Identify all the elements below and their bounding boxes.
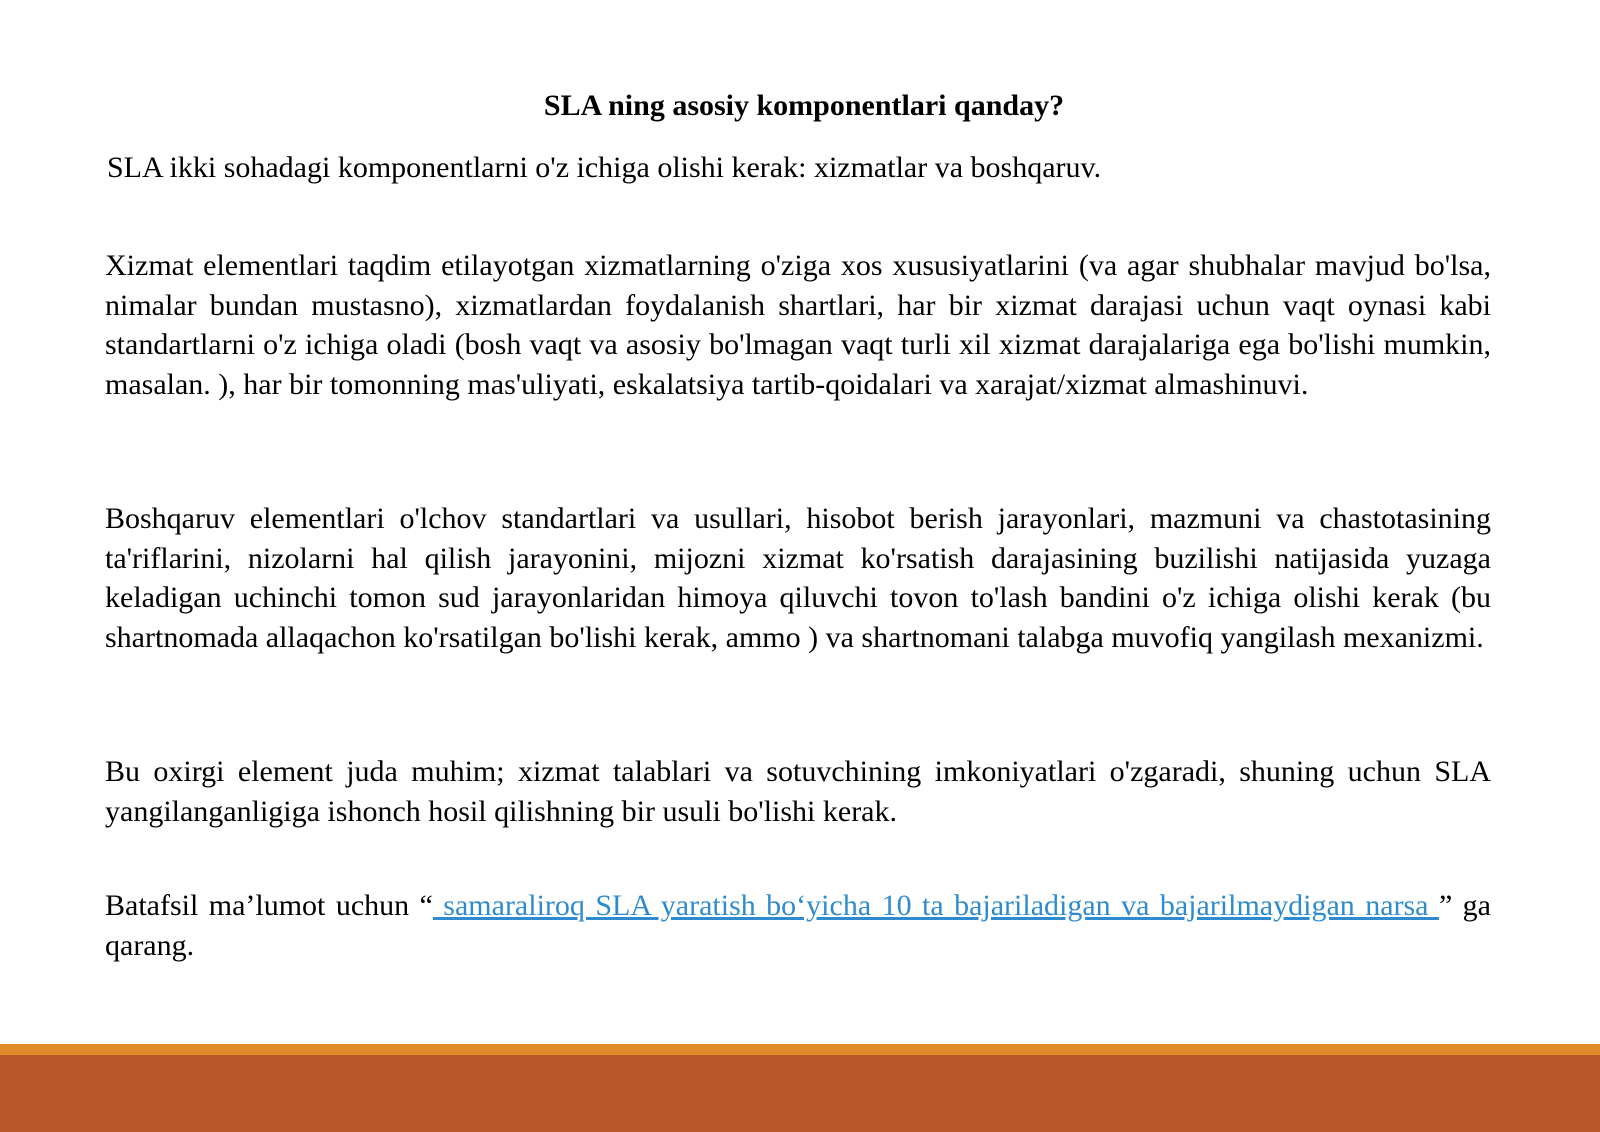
management-elements-paragraph: Boshqaruv elementlari o'lchov standartlari va usullari, hisobot berish jarayonlari, mazmuni va chastotasining ta'riflarini, nizolarni hal qilish jarayonini, mijozni xizmat ko'rsatish darajasining buzilishi natijasida yuzaga keladigan uchinchi tomon sud jarayonlaridan himoya qiluvchi tovon to'lash bandini o'z ichiga olishi kerak (bu shartnomada allaqachon ko'rsatilgan bo'lishi kerak, ammo ) va shartnomani talabga muvofiq yangilash mexanizmi. bbox=[105, 502, 1491, 654]
sla-guide-link[interactable]: samaraliroq SLA yaratish bo‘yicha 10 ta bajariladigan va bajarilmaydigan narsa bbox=[432, 889, 1439, 922]
service-elements-paragraph: Xizmat elementlari taqdim etilayotgan xizmatlarning o'ziga xos xususiyatlarini (va agar shubhalar mavjud bo'lsa, nimalar bundan mustasno), xizmatlardan foydalanish shartlari, har bir xizmat darajasi uchun vaqt oynasi kabi standartlarni o'z ichiga oladi (bosh vaqt va asosiy bo'lmagan vaqt turli xil xizmat darajalariga ega bo'lishi mumkin, masalan. ), har bir tomonning mas'uliyati, eskalatsiya tartib-qoidalari va xarajat/xizmat almashinuvi. bbox=[105, 249, 1491, 401]
slide-title: SLA ning asosiy komponentlari qanday? bbox=[543, 89, 1065, 122]
intro-text: SLA ikki sohadagi komponentlarni o'z ichiga olishi kerak: xizmatlar va boshqaruv. bbox=[107, 151, 1102, 184]
more-info-paragraph bbox=[105, 886, 1491, 965]
footer-bar bbox=[0, 1055, 1600, 1132]
last-element-paragraph: Bu oxirgi element juda muhim; xizmat talablari va sotuvchining imkoniyatlari o'zgaradi, shuning uchun SLA yangilanganligiga ishonch hosil qilishning bir usuli bo'lishi kerak. bbox=[105, 755, 1491, 828]
more-info-suffix: ” ga qarang. bbox=[105, 889, 1491, 962]
more-info-prefix: Batafsil ma’lumot uchun “ bbox=[105, 889, 433, 922]
footer-accent-stripe bbox=[0, 1044, 1600, 1055]
